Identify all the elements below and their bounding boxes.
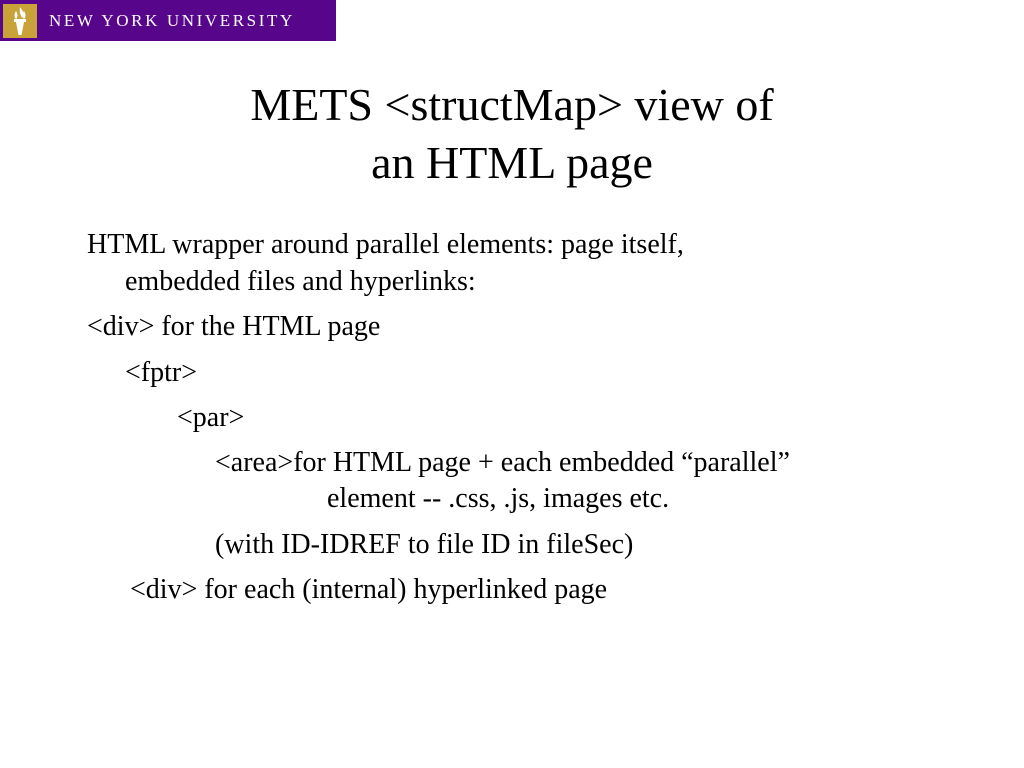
bullet-wrapper-line-2: embedded files and hyperlinks: (125, 266, 476, 297)
bullet-fptr: <fptr> (125, 357, 198, 388)
nyu-logo (0, 0, 336, 41)
title-line-1: METS <structMap> view of (250, 79, 774, 130)
bullet-area-line-1: <area>for HTML page + each embedded “parallel” (215, 447, 790, 478)
slide-title (0, 76, 1024, 192)
bullet-par: <par> (177, 402, 245, 433)
bullet-div-hyperlinked-page: <div> for each (internal) hyperlinked page (130, 574, 608, 605)
torch-icon-graphic (9, 6, 31, 36)
university-name: NEW YORK UNIVERSITY (49, 10, 295, 30)
bullet-div-html-page: <div> for the HTML page (87, 311, 381, 342)
bullet-area-line-2: element -- .css, .js, images etc. (327, 483, 670, 514)
torch-icon (3, 4, 37, 38)
bullet-id-idref: (with ID-IDREF to file ID in fileSec) (215, 529, 634, 560)
title-line-2: an HTML page (371, 137, 653, 188)
bullet-wrapper-line-1: HTML wrapper around parallel elements: page itself, (87, 229, 684, 260)
